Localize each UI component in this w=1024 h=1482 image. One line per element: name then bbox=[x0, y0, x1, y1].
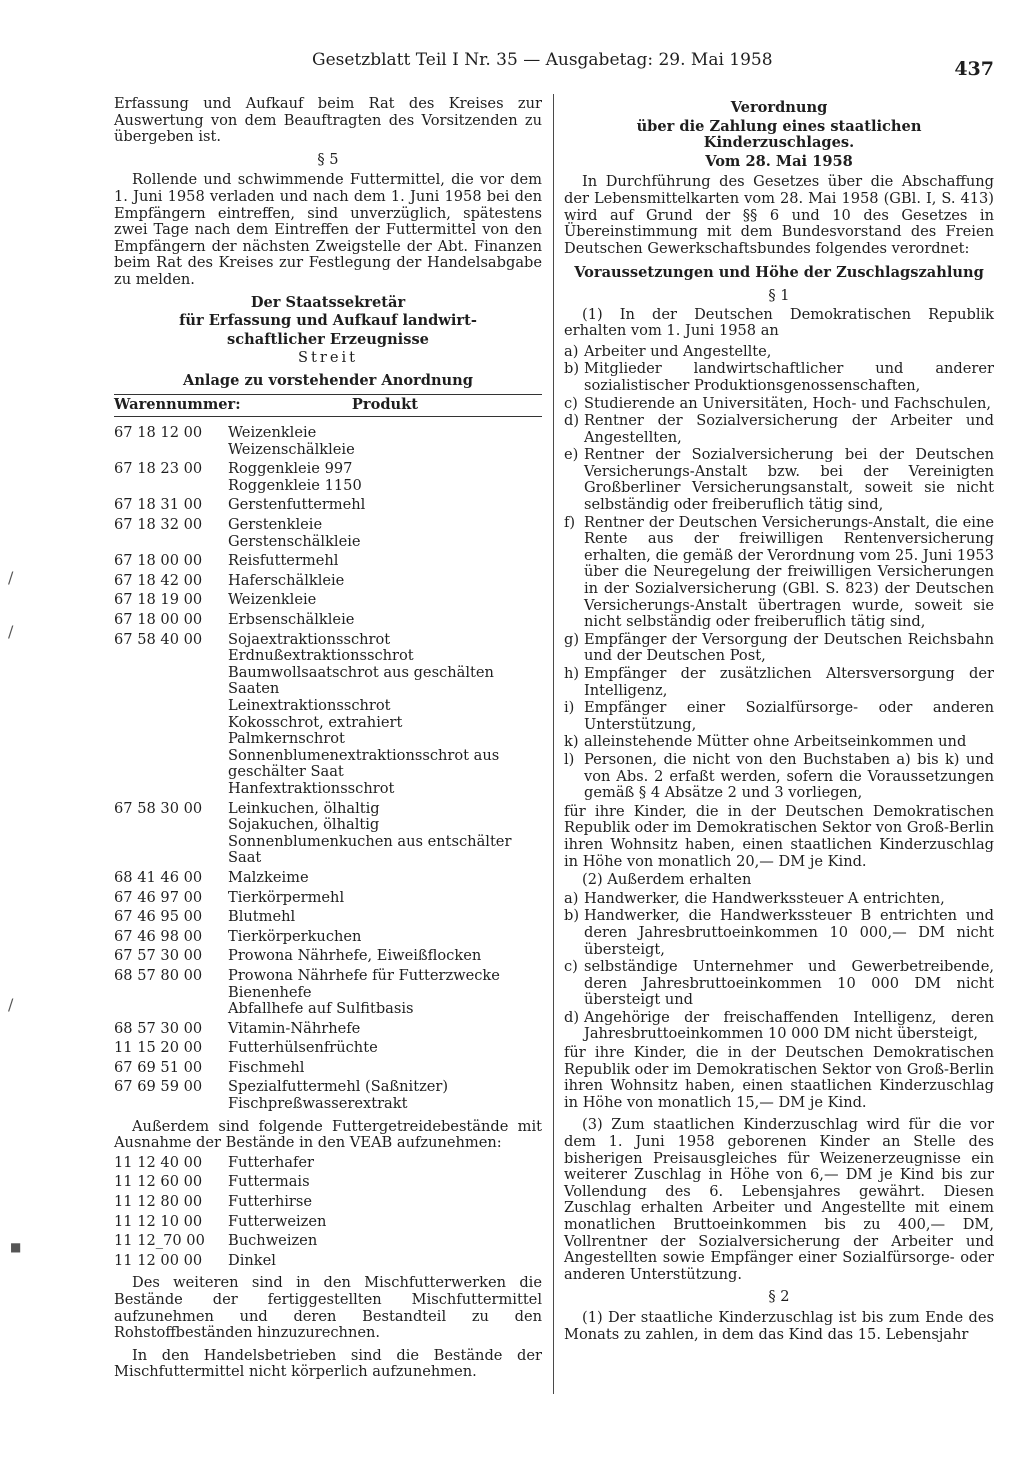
column-header-produkt: Produkt bbox=[351, 395, 418, 413]
warennummer-cell: 67 18 32 00 bbox=[114, 516, 203, 534]
produkt-cell bbox=[228, 632, 542, 798]
produkt-line: Sonnenblumenkuchen aus entschälter Saat bbox=[228, 832, 512, 867]
margin-mark: / bbox=[8, 622, 14, 641]
produkt-line: Baumwollsaatschrot aus geschälten Saaten bbox=[228, 663, 494, 698]
column-divider bbox=[553, 94, 554, 1394]
produkt-line: Tierkörpermehl bbox=[228, 888, 345, 906]
signature-block bbox=[114, 295, 542, 349]
list-item-label: d) bbox=[564, 412, 580, 430]
ordinance-title-1: Verordnung bbox=[730, 99, 828, 116]
list-item bbox=[564, 959, 994, 1009]
left-column bbox=[114, 96, 542, 1381]
list-item-label: l) bbox=[564, 750, 575, 768]
section-heading-1: § 1 bbox=[768, 286, 790, 304]
list-item-label: g) bbox=[564, 630, 580, 648]
warennummer-cell: 67 46 95 00 bbox=[114, 908, 203, 926]
list-item-label: d) bbox=[564, 1008, 580, 1026]
section-1-after-list-1: für ihre Kinder, die in der Deutschen Demokratischen Republik oder im Demokratischen Sektor von Groß-Berlin ihren Wohnsitz haben, einen staatlichen Kinderzuschlag in Höhe von monatlich 20,— DM je Kind. bbox=[564, 802, 994, 870]
warennummer-cell: 67 18 00 00 bbox=[114, 611, 203, 629]
grain-code-cell: 11 12_70 00 bbox=[114, 1232, 205, 1250]
list-item-label: c) bbox=[564, 958, 578, 976]
signature-line-2: für Erfassung und Aufkauf landwirt- bbox=[179, 312, 477, 330]
list-item bbox=[564, 361, 994, 394]
warennummer-cell: 67 18 31 00 bbox=[114, 496, 203, 514]
list-item-text: Rentner der Deutschen Versicherungs-Anstalt, die eine Rente aus der freiwilligen Rentenversicherung erhalten, die gemäß der Verordnung vom 25. Juni 1953 über die Neuregelung der freiwilligen Versicherungen in der Sozialversicherung (GBl. S. 823) der Deutschen Versicherungs-Anstalt übertragen wurde, soweit sie nicht selbständig oder freiberuflich tätig sind, bbox=[584, 513, 994, 631]
produkt-cell bbox=[228, 801, 542, 867]
grain-row bbox=[114, 1253, 542, 1270]
grain-row bbox=[114, 1155, 542, 1172]
produkt-line: Gerstenschälkleie bbox=[228, 532, 361, 550]
warennummer-cell: 67 46 97 00 bbox=[114, 888, 203, 906]
list-item-label: c) bbox=[564, 394, 578, 412]
table-header bbox=[114, 394, 542, 418]
table-row bbox=[114, 592, 542, 609]
produkt-line: Erdnußextraktionsschrot bbox=[228, 647, 414, 665]
list-item-text: Mitglieder landwirtschaftlicher und anderer sozialistischer Produktionsgenossenschaften, bbox=[584, 360, 994, 394]
list-item-text: Rentner der Sozialversicherung bei der Deutschen Versicherungs-Anstalt bzw. bei der Vereinigten Großberliner Versicherungsanstalt, soweit sie nicht selbständig oder freiberuflich tätig sind, bbox=[584, 446, 994, 514]
list-item bbox=[564, 1010, 994, 1043]
produkt-line: Fischmehl bbox=[228, 1058, 305, 1076]
table-row bbox=[114, 425, 542, 458]
produkt-cell bbox=[228, 968, 542, 1018]
list-item-text: Personen, die nicht von den Buchstaben a) bis k) und von Abs. 2 erfaßt werden, sofern die Voraussetzungen gemäß § 4 Absätze 2 und 3 vorliegen, bbox=[584, 750, 994, 802]
produkt-line: Gerstenkleie bbox=[228, 516, 323, 534]
list-item-text: Rentner der Sozialversicherung der Arbeiter und Angestellten, bbox=[584, 412, 994, 446]
produkt-line: Sojaextraktionsschrot bbox=[228, 630, 391, 648]
produkt-line: Palmkernschrot bbox=[228, 730, 345, 748]
produkt-line: Leinkuchen, ölhaltig bbox=[228, 799, 380, 817]
list-item bbox=[564, 891, 994, 908]
produkt-cell bbox=[228, 1021, 542, 1038]
section-heading-2: § 2 bbox=[768, 1288, 790, 1306]
column-header-warennummer: Warennummer: bbox=[114, 395, 241, 413]
produkt-cell bbox=[228, 553, 542, 570]
list-item bbox=[564, 700, 994, 733]
list-item-text: Arbeiter und Angestellte, bbox=[584, 342, 772, 360]
section-1-after-list-2: für ihre Kinder, die in der Deutschen Demokratischen Republik oder im Demokratischen Sektor von Groß-Berlin ihren Wohnsitz haben, einen staatlichen Kinderzuschlag in Höhe von monatlich 15,— DM je Kind. bbox=[564, 1044, 994, 1111]
warennummer-cell: 68 41 46 00 bbox=[114, 868, 203, 886]
produkt-line: Hanfextraktionsschrot bbox=[228, 779, 395, 797]
list-item-label: f) bbox=[564, 513, 576, 531]
produkt-line: Futterhülsenfrüchte bbox=[228, 1039, 378, 1057]
signature-line-1: Der Staatssekretär bbox=[250, 293, 406, 311]
produkt-cell bbox=[228, 592, 542, 609]
list-item bbox=[564, 666, 994, 699]
eligibility-list-1 bbox=[564, 344, 994, 802]
table-row bbox=[114, 461, 542, 494]
grain-row bbox=[114, 1233, 542, 1250]
running-header: Gesetzblatt Teil I Nr. 35 — Ausgabetag: 29. Mai 1958 bbox=[312, 50, 773, 70]
table-row bbox=[114, 1060, 542, 1077]
grain-product-cell: Futtermais bbox=[228, 1173, 310, 1191]
list-item-label: a) bbox=[564, 889, 579, 907]
list-item-label: b) bbox=[564, 360, 580, 378]
section-heading-5: § 5 bbox=[317, 150, 339, 168]
table-row bbox=[114, 497, 542, 514]
margin-dot: ■ bbox=[10, 1240, 22, 1254]
table-row bbox=[114, 1021, 542, 1038]
produkt-line: Prowona Nährhefe für Futterzwecke bbox=[228, 966, 500, 984]
grain-product-cell: Dinkel bbox=[228, 1251, 276, 1269]
produkt-line: Prowona Nährhefe, Eiweißflocken bbox=[228, 947, 482, 965]
produkt-cell bbox=[228, 425, 542, 458]
table-row bbox=[114, 909, 542, 926]
grain-row bbox=[114, 1194, 542, 1211]
produkt-line: Sojakuchen, ölhaltig bbox=[228, 816, 380, 834]
produkt-cell bbox=[228, 517, 542, 550]
list-item-text: Handwerker, die Handwerkssteuer A entrichten, bbox=[584, 889, 945, 907]
produkt-line: Roggenkleie 1150 bbox=[228, 476, 362, 494]
warennummer-cell: 67 58 40 00 bbox=[114, 630, 203, 648]
produkt-line: Roggenkleie 997 bbox=[228, 460, 353, 478]
produkt-line: Abfallhefe auf Sulfitbasis bbox=[228, 1000, 414, 1018]
table-row bbox=[114, 632, 542, 798]
section-1-paragraph-2: (2) Außerdem erhalten bbox=[582, 871, 752, 889]
section-5-text: Rollende und schwimmende Futtermittel, die vor dem 1. Juni 1958 verladen und nach dem 1. Juni 1958 bei den Empfängern eintreffen, sind unverzüglich, spätestens zwei Tage nach dem Eintreffen der Futtermittel von den Empfängern der nächsten Zweigstelle der Abt. Finanzen beim Rat des Kreises zur Festlegung der Handelsabgabe zu melden. bbox=[114, 171, 542, 288]
list-item-label: k) bbox=[564, 733, 579, 751]
warennummer-cell: 11 15 20 00 bbox=[114, 1039, 203, 1057]
warennummer-cell: 67 18 12 00 bbox=[114, 424, 203, 442]
grain-code-cell: 11 12 10 00 bbox=[114, 1212, 203, 1230]
produkt-cell bbox=[228, 929, 542, 946]
produkt-line: Weizenkleie bbox=[228, 591, 317, 609]
produkt-cell bbox=[228, 1040, 542, 1057]
produkt-cell bbox=[228, 461, 542, 494]
list-item-text: Handwerker, die Handwerkssteuer B entrichten und deren Jahresbruttoeinkommen 10 000,— DM nicht übersteigt, bbox=[584, 907, 994, 958]
closing-paragraph-1: Des weiteren sind in den Mischfutterwerken die Bestände der fertiggestellten Mischfuttermittel aufzunehmen und deren Bestandteil zu den Rohstoffbeständen hinzuzurechnen. bbox=[114, 1274, 542, 1342]
produkt-line: Malzkeime bbox=[228, 868, 309, 886]
list-item-text: Empfänger der zusätzlichen Altersversorgung der Intelligenz, bbox=[584, 665, 994, 699]
produkt-line: Leinextraktionsschrot bbox=[228, 697, 391, 714]
produkt-line: Weizenschälkleie bbox=[228, 440, 355, 458]
table-row bbox=[114, 948, 542, 965]
produkt-cell bbox=[228, 890, 542, 907]
table-row bbox=[114, 1040, 542, 1057]
list-item bbox=[564, 413, 994, 446]
list-item-text: Empfänger der Versorgung der Deutschen Reichsbahn und der Deutschen Post, bbox=[584, 630, 994, 665]
list-item-label: h) bbox=[564, 665, 580, 682]
list-item-text: Angehörige der freischaffenden Intelligenz, deren Jahresbruttoeinkommen 10 000 DM nicht übersteigt, bbox=[584, 1008, 994, 1043]
list-item-label: e) bbox=[564, 446, 579, 464]
margin-mark: / bbox=[8, 995, 14, 1014]
section-1-paragraph-3: (3) Zum staatlichen Kinderzuschlag wird für die vor dem 1. Juni 1958 geborenen Kinder an Stelle des bisherigen Preisausgleiches für Weizenerzeugnisse ein weiterer Zuschlag in Höhe von 6,— DM je Kind bis zur Vollendung des 6. Lebensjahres gewährt. Diesen Zuschlag erhalten Arbeiter und Angestellte mit einem monatlichen Bruttoeinkommen bis zu 400,— DM, Vollrentner der Sozialversicherung der Arbeiter und Angestellten sowie Empfänger einer Sozialfürsorge- oder anderen Unterstützung. bbox=[564, 1116, 994, 1283]
warennummer-cell: 67 18 00 00 bbox=[114, 552, 203, 570]
list-item-text: Empfänger einer Sozialfürsorge- oder anderen Unterstützung, bbox=[584, 699, 994, 733]
produkt-cell bbox=[228, 497, 542, 514]
list-item bbox=[564, 752, 994, 802]
grain-code-cell: 11 12 00 00 bbox=[114, 1251, 203, 1269]
list-item-text: alleinstehende Mütter ohne Arbeitseinkommen und bbox=[584, 733, 967, 751]
list-item bbox=[564, 632, 994, 665]
produkt-line: Tierkörperkuchen bbox=[228, 927, 362, 945]
produkt-cell bbox=[228, 612, 542, 629]
table-row bbox=[114, 1079, 542, 1112]
produkt-line: Reisfuttermehl bbox=[228, 552, 339, 570]
produkt-line: Blutmehl bbox=[228, 908, 296, 926]
grain-product-cell: Buchweizen bbox=[228, 1232, 318, 1250]
eligibility-list-2 bbox=[564, 891, 994, 1043]
table-row bbox=[114, 801, 542, 867]
page-number: 437 bbox=[954, 58, 994, 80]
right-column bbox=[564, 96, 994, 1343]
grain-row bbox=[114, 1214, 542, 1231]
preamble: In Durchführung des Gesetzes über die Abschaffung der Lebensmittelkarten vom 28. Mai 1958 (GBl. I, S. 413) wird auf Grund der §§ 6 und 10 des Gesetzes in Übereinstimmung mit dem Bundesvorstand des Freien Deutschen Gewerkschaftsbundes folgendes verordnet: bbox=[564, 173, 994, 257]
list-item bbox=[564, 734, 994, 751]
signature-name: Streit bbox=[297, 349, 358, 367]
list-item bbox=[564, 515, 994, 631]
produkt-line: Vitamin-Nährhefe bbox=[228, 1019, 361, 1037]
produkt-cell bbox=[228, 948, 542, 965]
produkt-line: Bienenhefe bbox=[228, 983, 312, 1001]
grain-code-cell: 11 12 80 00 bbox=[114, 1193, 203, 1211]
grain-product-cell: Futterhirse bbox=[228, 1193, 313, 1211]
warennummer-cell: 68 57 80 00 bbox=[114, 966, 203, 984]
warennummer-cell: 67 69 51 00 bbox=[114, 1058, 203, 1076]
list-item bbox=[564, 396, 994, 413]
produkt-cell bbox=[228, 870, 542, 887]
list-item bbox=[564, 908, 994, 958]
signature-line-3: schaftlicher Erzeugnisse bbox=[227, 330, 429, 348]
produkt-line: Fischpreßwasserextrakt bbox=[228, 1095, 408, 1113]
list-item-text: Studierende an Universitäten, Hoch- und Fachschulen, bbox=[584, 394, 992, 412]
warennummer-cell: 67 58 30 00 bbox=[114, 799, 203, 817]
warennummer-cell: 68 57 30 00 bbox=[114, 1019, 203, 1037]
grain-row bbox=[114, 1174, 542, 1191]
produkt-line: Kokosschrot, extrahiert bbox=[228, 713, 403, 731]
annex-title: Anlage zu vorstehender Anordnung bbox=[183, 371, 473, 389]
list-item-label: i) bbox=[564, 699, 575, 717]
grain-table bbox=[114, 1155, 542, 1270]
list-item-label: a) bbox=[564, 342, 579, 360]
closing-paragraph-2: In den Handelsbetrieben sind die Bestände der Mischfuttermittel nicht körperlich aufzunehmen. bbox=[114, 1346, 542, 1381]
table-row bbox=[114, 929, 542, 946]
list-item-text: selbständige Unternehmer und Gewerbetreibende, deren Jahresbruttoeinkommen 10 000 DM nicht übersteigt und bbox=[584, 958, 994, 1009]
produkt-cell bbox=[228, 1060, 542, 1077]
table-row bbox=[114, 890, 542, 907]
section-1-paragraph-1: (1) In der Deutschen Demokratischen Republik erhalten vom 1. Juni 1958 an bbox=[564, 305, 994, 340]
grain-code-cell: 11 12 40 00 bbox=[114, 1153, 203, 1171]
product-table bbox=[114, 425, 542, 1113]
warennummer-cell: 67 57 30 00 bbox=[114, 947, 203, 965]
table-row bbox=[114, 573, 542, 590]
grain-product-cell: Futterweizen bbox=[228, 1212, 327, 1230]
list-item-label: b) bbox=[564, 907, 580, 925]
produkt-line: Erbsenschälkleie bbox=[228, 611, 355, 629]
ordinance-title-2: über die Zahlung eines staatlichen Kinderzuschlages. bbox=[636, 117, 922, 152]
section-2-paragraph-1: (1) Der staatliche Kinderzuschlag ist bis zum Ende des Monats zu zahlen, in dem das Kind das 15. Lebensjahr bbox=[564, 1308, 994, 1343]
section-heading-requirements: Voraussetzungen und Höhe der Zuschlagszahlung bbox=[574, 264, 984, 282]
intro-paragraph: Erfassung und Aufkauf beim Rat des Kreises zur Auswertung von dem Beauftragten des Vorsitzenden zu übergeben ist. bbox=[114, 95, 542, 146]
table-row bbox=[114, 517, 542, 550]
table-row bbox=[114, 968, 542, 1018]
warennummer-cell: 67 18 23 00 bbox=[114, 460, 203, 478]
table-row bbox=[114, 870, 542, 887]
grain-product-cell: Futterhafer bbox=[228, 1153, 314, 1171]
margin-mark: / bbox=[8, 568, 14, 587]
produkt-line: Gerstenfuttermehl bbox=[228, 496, 366, 514]
produkt-line: Sonnenblumenextraktionsschrot aus geschälter Saat bbox=[228, 746, 500, 781]
produkt-cell bbox=[228, 1079, 542, 1112]
ordinance-date: Vom 28. Mai 1958 bbox=[705, 152, 853, 170]
warennummer-cell: 67 46 98 00 bbox=[114, 927, 203, 945]
list-item bbox=[564, 344, 994, 361]
produkt-line: Weizenkleie bbox=[228, 424, 317, 442]
produkt-line: Spezialfuttermehl (Saßnitzer) bbox=[228, 1078, 449, 1096]
table-row bbox=[114, 553, 542, 570]
list-item bbox=[564, 447, 994, 513]
produkt-line: Haferschälkleie bbox=[228, 571, 345, 589]
warennummer-cell: 67 18 42 00 bbox=[114, 571, 203, 589]
table-row bbox=[114, 612, 542, 629]
grain-code-cell: 11 12 60 00 bbox=[114, 1173, 203, 1191]
warennummer-cell: 67 69 59 00 bbox=[114, 1078, 203, 1096]
produkt-cell bbox=[228, 909, 542, 926]
produkt-cell bbox=[228, 573, 542, 590]
warennummer-cell: 67 18 19 00 bbox=[114, 591, 203, 609]
additional-intro: Außerdem sind folgende Futtergetreidebestände mit Ausnahme der Bestände in den VEAB aufzunehmen: bbox=[114, 1117, 542, 1152]
